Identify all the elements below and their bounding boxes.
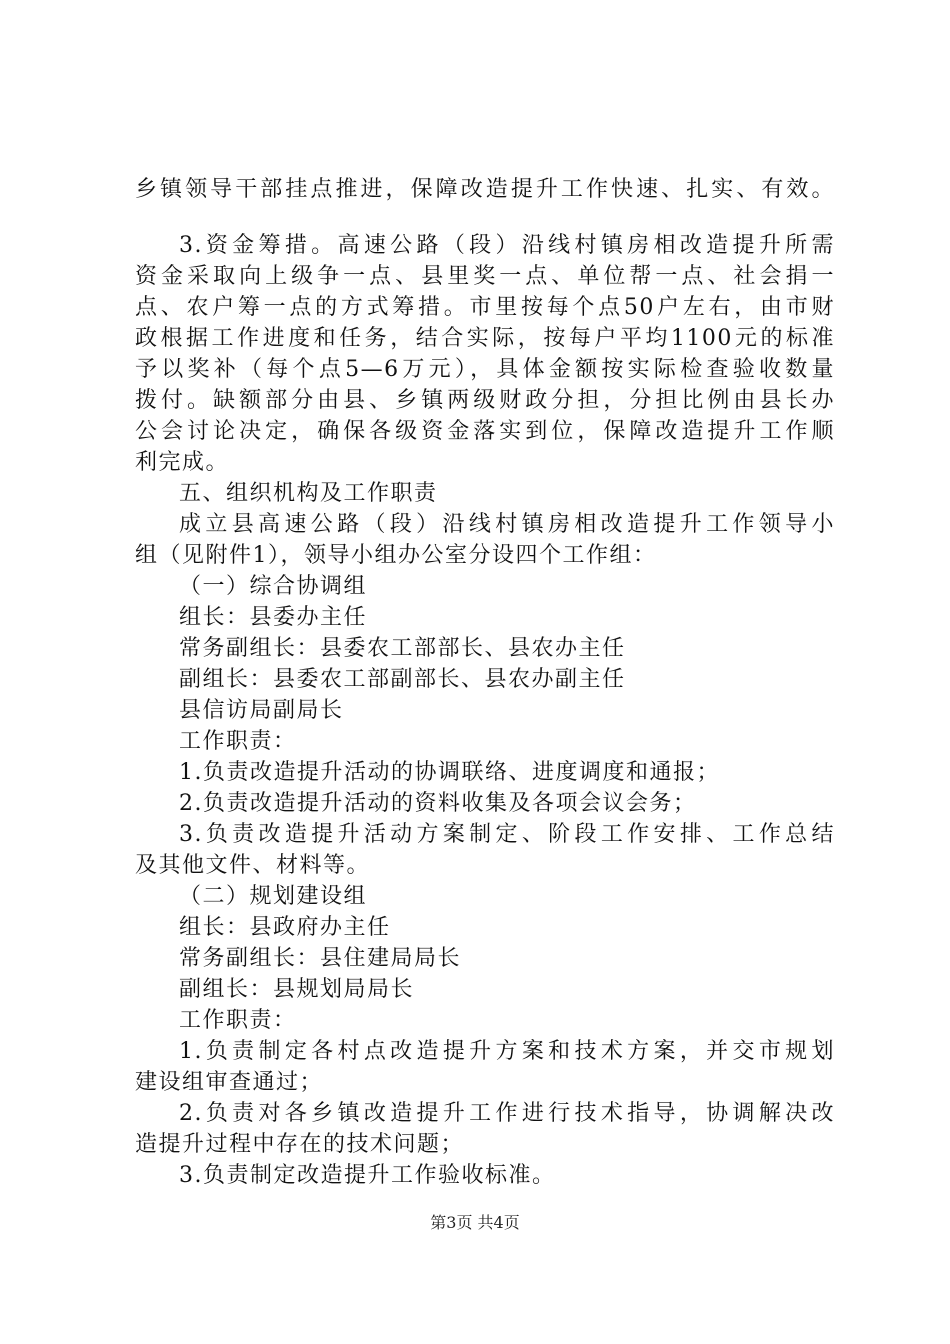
text-line: 常务副组长：县委农工部部长、县农办主任 xyxy=(179,636,626,661)
text-line: 县信访局副局长 xyxy=(179,698,344,723)
text-line: 常务副组长：县住建局局长 xyxy=(179,946,462,971)
section-heading: 五、组织机构及工作职责 xyxy=(179,481,438,506)
subsection-heading: （一）综合协调组 xyxy=(179,574,368,599)
text-line: 组（见附件1），领导小组办公室分设四个工作组： xyxy=(135,543,657,568)
text-line: 3.资金筹措。高速公路（段）沿线村镇房相改造提升所需 xyxy=(179,233,835,258)
text-line: 拨付。缺额部分由县、乡镇两级财政分担，分担比例由县长办 xyxy=(135,388,835,413)
text-line: 2.负责对各乡镇改造提升工作进行技术指导，协调解决改 xyxy=(179,1101,835,1126)
page-number-label: 第3页 共4页 xyxy=(430,1213,520,1232)
text-line: 公会讨论决定，确保各级资金落实到位，保障改造提升工作顺 xyxy=(135,419,835,444)
text-line: 组长：县委办主任 xyxy=(179,605,368,630)
text-line: 成立县高速公路（段）沿线村镇房相改造提升工作领导小 xyxy=(179,512,835,537)
text-line: 利完成。 xyxy=(135,450,230,475)
text-line: 及其他文件、材料等。 xyxy=(135,853,371,878)
text-line: 乡镇领导干部挂点推进，保障改造提升工作快速、扎实、有效。 xyxy=(135,177,835,202)
text-line: 点、农户筹一点的方式筹措。市里按每个点50户左右，由市财 xyxy=(135,295,835,320)
text-line: 1.负责改造提升活动的协调联络、进度调度和通报； xyxy=(179,760,720,785)
text-line: 副组长：县委农工部副部长、县农办副主任 xyxy=(179,667,626,692)
text-line: 造提升过程中存在的技术问题； xyxy=(135,1132,465,1157)
document-body xyxy=(135,174,835,1191)
text-line: 1.负责制定各村点改造提升方案和技术方案，并交市规划 xyxy=(179,1039,835,1064)
text-line: 组长：县政府办主任 xyxy=(179,915,391,940)
text-line: 工作职责： xyxy=(179,1008,297,1033)
text-line: 3.负责改造提升活动方案制定、阶段工作安排、工作总结 xyxy=(179,822,835,847)
text-line: 予以奖补（每个点5—6万元），具体金额按实际检查验收数量 xyxy=(135,357,835,382)
text-line: 政根据工作进度和任务，结合实际，按每户平均1100元的标准 xyxy=(135,326,835,351)
subsection-heading: （二）规划建设组 xyxy=(179,884,368,909)
text-line: 副组长：县规划局局长 xyxy=(179,977,415,1002)
text-line: 建设组审查通过； xyxy=(135,1070,324,1095)
text-line: 资金采取向上级争一点、县里奖一点、单位帮一点、社会捐一 xyxy=(135,264,835,289)
paragraph-gap xyxy=(135,205,835,230)
page-footer xyxy=(0,1213,950,1233)
text-line: 工作职责： xyxy=(179,729,297,754)
text-line: 3.负责制定改造提升工作验收标准。 xyxy=(179,1163,556,1188)
text-line: 2.负责改造提升活动的资料收集及各项会议会务； xyxy=(179,791,697,816)
